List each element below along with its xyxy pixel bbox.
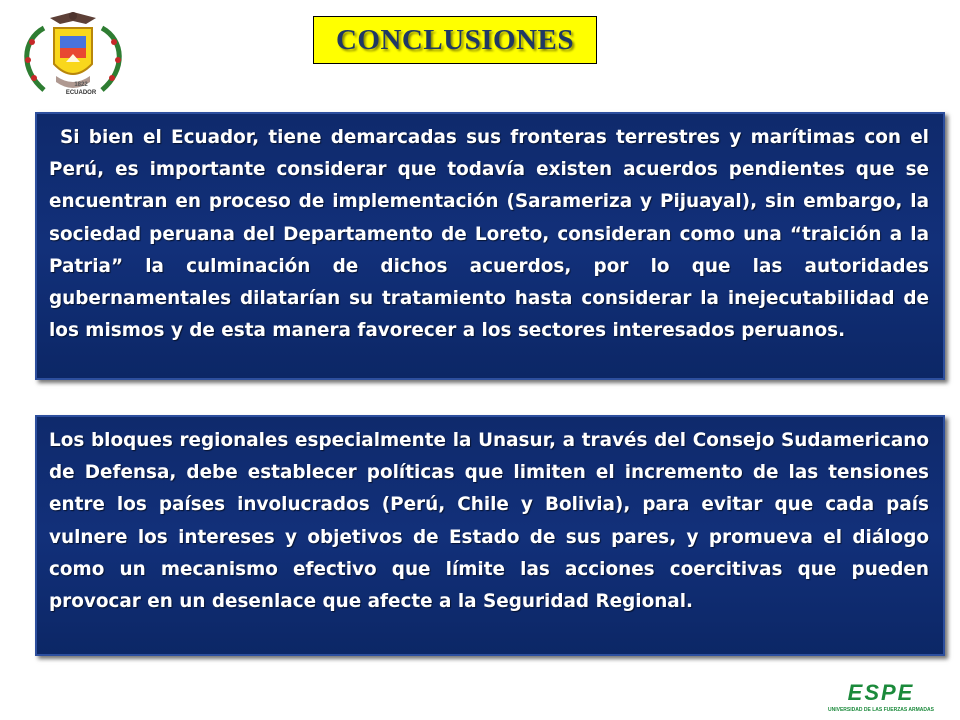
title-box [313, 16, 597, 64]
espe-logo-text: ESPE [847, 680, 915, 705]
espe-logo-icon [827, 680, 935, 714]
crest-label: ECUADOR [65, 90, 97, 96]
page-title: CONCLUSIONES [335, 23, 575, 56]
conclusion-panel-2 [35, 415, 945, 656]
crest-year: 1822 [74, 82, 88, 88]
espe-logo-subtitle: UNIVERSIDAD DE LAS FUERZAS ARMADAS [828, 707, 934, 713]
conclusion-text-2: Los bloques regionales especialmente la Unasur, a través del Consejo Sudamericano de Defensa, debe establecer políticas que limiten el incremento de las tensiones entre los países involucrados (Perú, Chile y Bolivia), para evitar que cada país vulnere los intereses y objetivos de Estado de sus pares, y promueva el diálogo como un mecanismo efectivo que límite las acciones coercitivas que pueden provocar en un desenlace que afecte a la Seguridad Regional. [49, 430, 929, 613]
conclusion-panel-1 [35, 112, 945, 380]
conclusion-text-1: Si bien el Ecuador, tiene demarcadas sus fronteras terrestres y marítimas con el Perú, es importante considerar que todavía existen acuerdos pendientes que se encuentran en proceso de implementación (Sarameriza y Pijuayal), sin embargo, la sociedad peruana del Departamento de Loreto, consideran como una “traición a la Patria” la culminación de dichos acuerdos, por lo que las autoridades gubernamentales dilatarían su tratamiento hasta considerar la inejecutabilidad de los mismos y de esta manera favorecer a los sectores interesados peruanos. [49, 127, 929, 342]
